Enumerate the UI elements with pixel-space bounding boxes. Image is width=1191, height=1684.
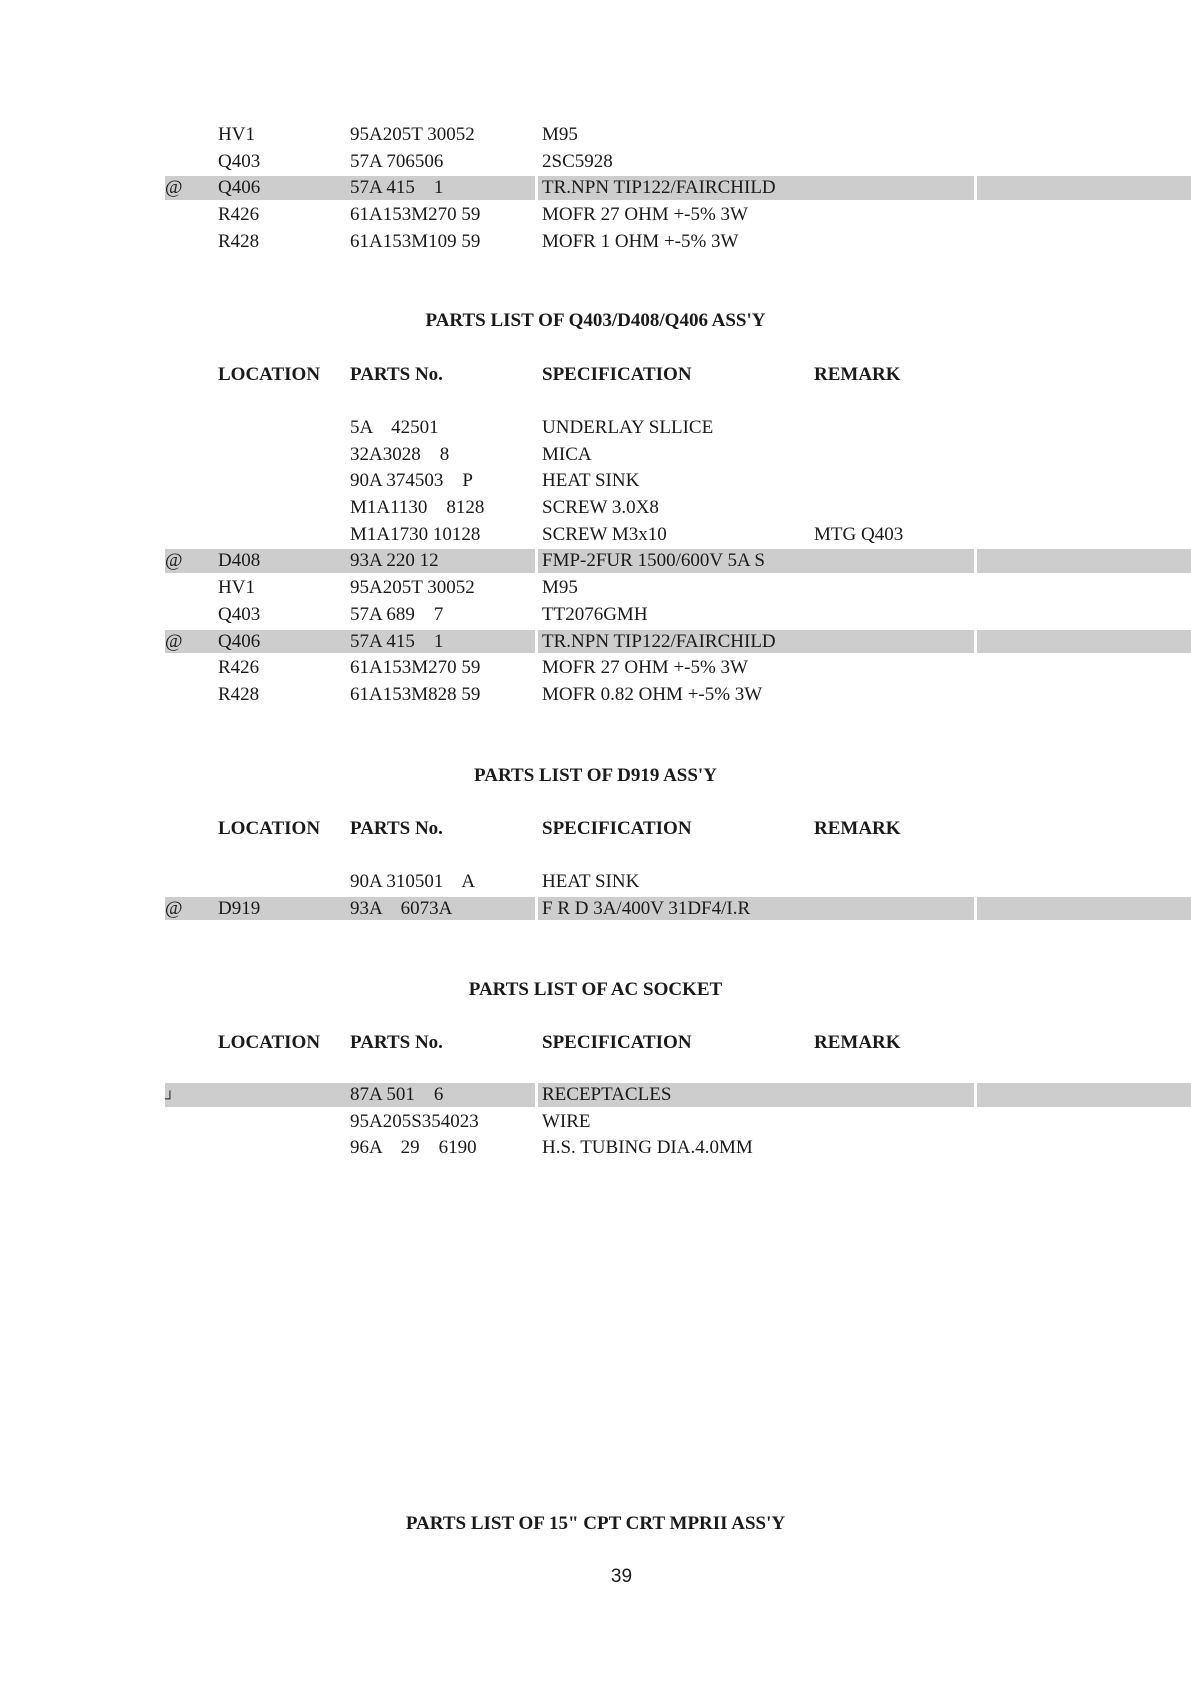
column-header-row-3: LOCATION PARTS No. SPECIFICATION REMARK [218, 1032, 901, 1053]
table-row: R426 61A153M270 59 MOFR 27 OHM +-5% 3W [218, 204, 748, 226]
table-row: 90A 374503 P HEAT SINK [350, 470, 640, 492]
table-row-highlighted: @ D919 93A 6073A F R D 3A/400V 31DF4/I.R [165, 895, 1027, 922]
at-mark: @ [165, 177, 183, 199]
table-row: HV1 95A205T 30052 M95 [218, 577, 578, 599]
table-row: R428 61A153M828 59 MOFR 0.82 OHM +-5% 3W [218, 683, 763, 705]
table-row: 96A 29 6190 H.S. TUBING DIA.4.0MM [350, 1137, 753, 1159]
section-title-crt-assy: PARTS LIST OF 15" CPT CRT MPRII ASS'Y [405, 1513, 786, 1534]
table-row: Q403 57A 689 7 TT2076GMH [218, 603, 648, 625]
table-row-highlighted: @ D408 93A 220 12 FMP-2FUR 1500/600V 5A S [165, 547, 1027, 574]
table-row: 5A 42501 UNDERLAY SLLICE [350, 417, 714, 438]
section-title-ac-socket: PARTS LIST OF AC SOCKET [468, 979, 723, 1000]
table-row: 95A205S354023 WIRE [350, 1110, 591, 1132]
page-number: 39 [610, 1566, 633, 1587]
section3-table [165, 1081, 1027, 1161]
section2-table [165, 868, 1027, 921]
table-row: M1A1730 10128 SCREW M3x10 MTG Q403 [350, 523, 904, 545]
at-mark: @ [165, 550, 183, 572]
section1-table [165, 414, 1027, 708]
top-table [165, 121, 1027, 254]
table-row: Q403 57A 706506 2SC5928 [218, 150, 613, 172]
section-title-q403-assy: PARTS LIST OF Q403/D408/Q406 ASS'Y [425, 310, 766, 331]
table-row: HV1 95A205T 30052 M95 [218, 124, 578, 145]
table-row-highlighted: @ Q406 57A 415 1 TR.NPN TIP122/FAIRCHILD [165, 628, 1027, 655]
table-row-highlighted: ┘ 87A 501 6 RECEPTACLES [165, 1081, 1027, 1108]
corner-mark: ┘ [165, 1092, 175, 1107]
table-row: R428 61A153M109 59 MOFR 1 OHM +-5% 3W [218, 230, 739, 252]
column-header-row-1: LOCATION PARTS No. SPECIFICATION REMARK [218, 364, 901, 385]
table-row: 32A3028 8 MICA [350, 443, 592, 465]
table-row: 90A 310501 A HEAT SINK [350, 871, 640, 892]
table-row: M1A1130 8128 SCREW 3.0X8 [350, 497, 659, 519]
section-title-d919-assy: PARTS LIST OF D919 ASS'Y [474, 765, 717, 786]
table-row-highlighted: @ Q406 57A 415 1 TR.NPN TIP122/FAIRCHILD [165, 174, 1027, 201]
at-mark: @ [165, 897, 183, 919]
at-mark: @ [165, 630, 183, 652]
column-header-row-2: LOCATION PARTS No. SPECIFICATION REMARK [218, 818, 901, 839]
table-row: R426 61A153M270 59 MOFR 27 OHM +-5% 3W [218, 657, 748, 679]
